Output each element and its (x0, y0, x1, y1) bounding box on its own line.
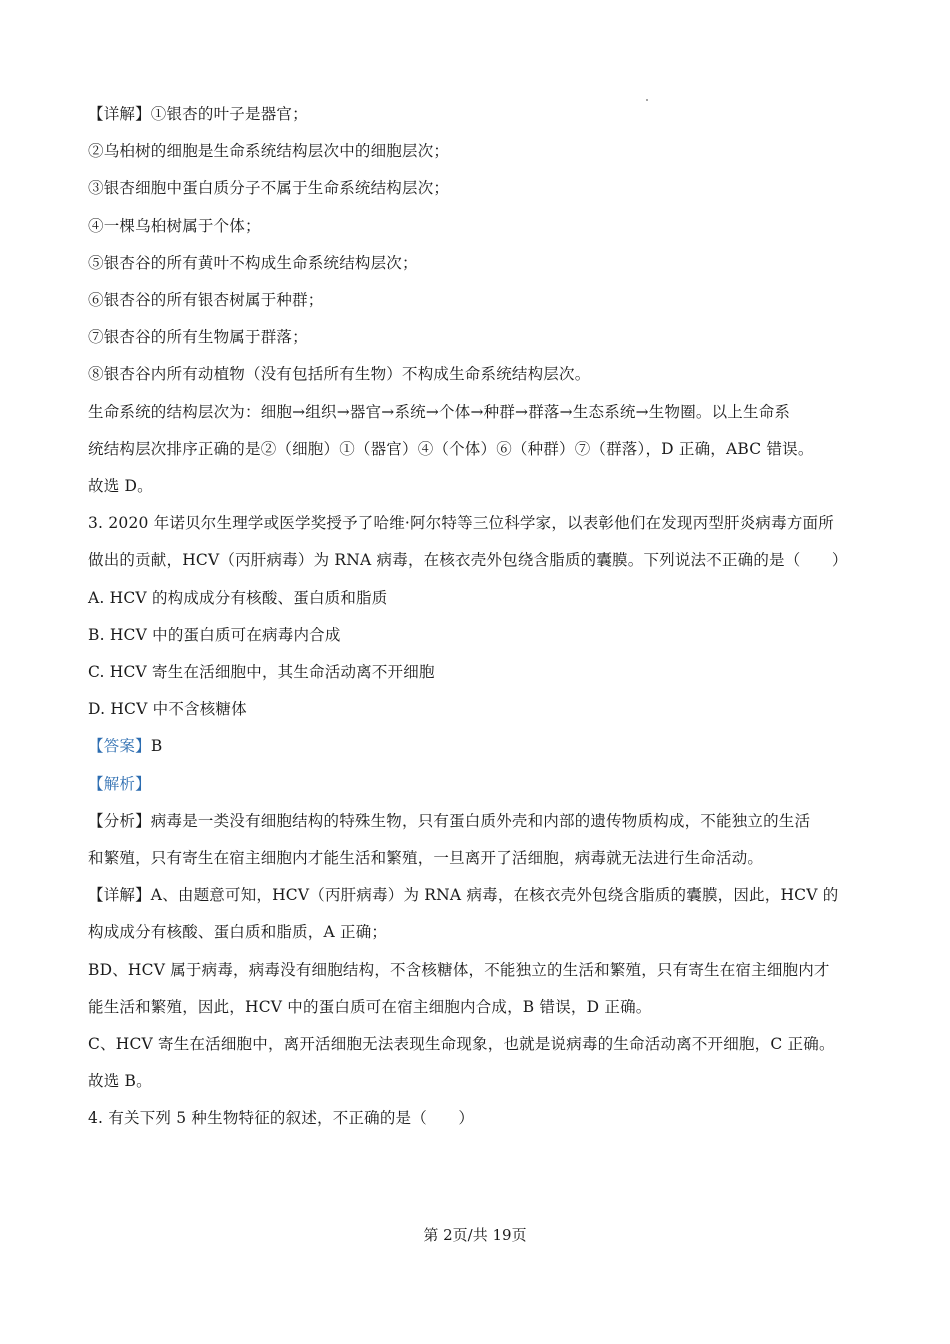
text-line: 故选 B。 (88, 1072, 152, 1091)
option-d: D. HCV 中不含核糖体 (88, 700, 247, 719)
option-a: A. HCV 的构成成分有核酸、蛋白质和脂质 (88, 588, 388, 607)
question-4-stem: 4. 有关下列 5 种生物特征的叙述，不正确的是（ ） (88, 1109, 475, 1128)
text-line: ③银杏细胞中蛋白质分子不属于生命系统结构层次； (88, 179, 450, 198)
question-3-stem: 3. 2020 年诺贝尔生理学或医学奖授予了哈维·阿尔特等三位科学家，以表彰他们在发现丙型肝炎病毒方面所 (88, 514, 834, 533)
text-line: 构成成分有核酸、蛋白质和脂质，A 正确； (88, 923, 388, 942)
text-line: ⑤银杏谷的所有黄叶不构成生命系统结构层次； (88, 253, 418, 272)
text-line: 生命系统的结构层次为：细胞→组织→器官→系统→个体→种群→群落→生态系统→生物圈。以上生命系 (88, 402, 791, 421)
text-line: C、HCV 寄生在活细胞中，离开活细胞无法表现生命现象，也就是说病毒的生命活动离不开细胞，C 正确。 (88, 1035, 835, 1054)
option-c: C. HCV 寄生在活细胞中，其生命活动离不开细胞 (88, 663, 435, 682)
text-line: 【分析】病毒是一类没有细胞结构的特殊生物，只有蛋白质外壳和内部的遗传物质构成，不能独立的生活 (88, 811, 811, 830)
text-line: BD、HCV 属于病毒，病毒没有细胞结构，不含核糖体，不能独立的生活和繁殖，只有寄生在宿主细胞内才 (88, 960, 830, 979)
text-line: 和繁殖，只有寄生在宿主细胞内才能生活和繁殖，一旦离开了活细胞，病毒就无法进行生命活动。 (88, 849, 764, 868)
answer-line (88, 728, 868, 765)
answer-value: B (150, 737, 163, 756)
text-line: ⑦银杏谷的所有生物属于群落； (88, 328, 308, 347)
text-line: 【详解】A、由题意可知，HCV（丙肝病毒）为 RNA 病毒，在核衣壳外包绕含脂质的囊膜，因此，HCV 的 (88, 886, 839, 905)
text-line: 故选 D。 (88, 477, 153, 496)
text-line: 统结构层次排序正确的是②（细胞）①（器官）④（个体）⑥（种群）⑦（群落），D 正确，ABC 错误。 (88, 439, 814, 458)
answer-label: 【答案】 (88, 737, 151, 756)
question-3-stem: 做出的贡献，HCV（丙肝病毒）为 RNA 病毒，在核衣壳外包绕含脂质的囊膜。下列说法不正确的是（ ） (88, 551, 848, 570)
text-line: ②乌桕树的细胞是生命系统结构层次中的细胞层次； (88, 142, 450, 161)
text-line: 能生活和繁殖，因此，HCV 中的蛋白质可在宿主细胞内合成，B 错误，D 正确。 (88, 997, 652, 1016)
text-line: ⑧银杏谷内所有动植物（没有包括所有生物）不构成生命系统结构层次。 (88, 365, 591, 384)
text-line: ④一棵乌桕树属于个体； (88, 216, 261, 235)
analysis-label: 【解析】 (88, 774, 151, 793)
text-line: ⑥银杏谷的所有银杏树属于种群； (88, 291, 324, 310)
text-line: 【详解】①银杏的叶子是器官； (88, 105, 308, 123)
option-b: B. HCV 中的蛋白质可在病毒内合成 (88, 625, 341, 644)
page-content (88, 96, 868, 1138)
page-footer: 第 2页/共 19页 (423, 1226, 527, 1244)
